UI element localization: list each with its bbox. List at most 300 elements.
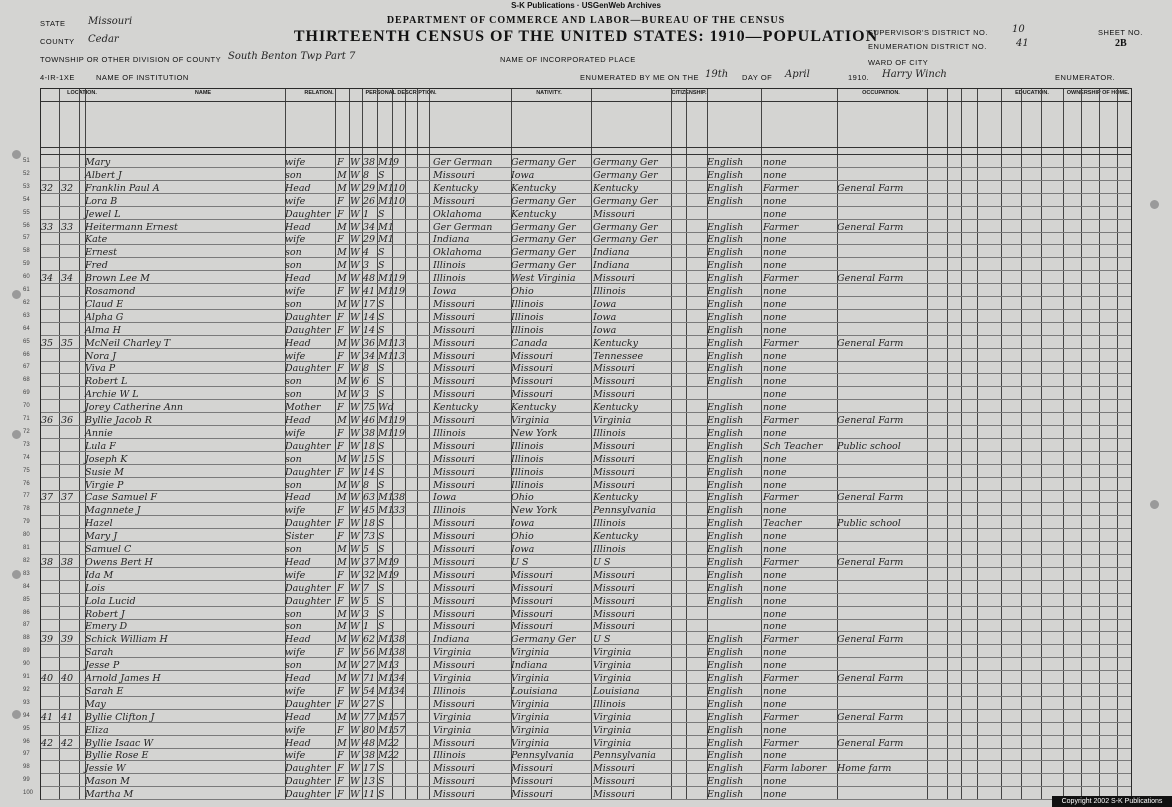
- cell-rel: wife: [285, 569, 306, 581]
- cell-name: Brown Lee M: [85, 273, 150, 285]
- cell-age: 5: [363, 544, 370, 555]
- cell-fbp: Germany Ger: [511, 260, 576, 272]
- cell-mbp: Indiana: [593, 260, 630, 272]
- line-number: 89: [23, 648, 30, 655]
- cell-rel: wife: [285, 647, 306, 659]
- cell-bp: Missouri: [433, 169, 475, 181]
- cell-name: Rosamond: [85, 286, 136, 297]
- cell-ms: M1: [378, 556, 394, 568]
- cell-yrs: 34: [393, 673, 406, 684]
- cell-dw: 33: [41, 221, 54, 233]
- cell-race: W: [350, 350, 360, 362]
- cell-lang: English: [707, 789, 744, 801]
- cell-occ: Farmer: [763, 737, 799, 749]
- cell-mbp: Missouri: [593, 208, 635, 220]
- cell-age: 29: [363, 234, 376, 246]
- cell-occ: none: [763, 286, 787, 297]
- line-number: 75: [23, 467, 30, 474]
- cell-name: Susie M: [85, 466, 124, 478]
- cell-sex: M: [337, 479, 347, 491]
- line-number: 72: [23, 428, 30, 435]
- cell-name: Jesse P: [85, 660, 120, 672]
- cell-age: 27: [363, 660, 376, 672]
- cell-occ: none: [763, 698, 787, 710]
- cell-occ: none: [763, 544, 787, 555]
- cell-name: Sarah: [85, 647, 114, 659]
- cell-race: W: [350, 208, 360, 220]
- cell-fbp: Virginia: [511, 698, 550, 710]
- cell-name: Nora J: [85, 350, 117, 362]
- cell-fam: 34: [61, 273, 74, 285]
- cell-age: 1: [363, 621, 370, 633]
- cell-occ: Farmer: [763, 556, 799, 568]
- cell-fam: 40: [61, 673, 74, 684]
- cell-lang: English: [707, 518, 744, 530]
- cell-occ: none: [763, 621, 787, 633]
- cell-mbp: Missouri: [593, 440, 635, 452]
- cell-ms: M1: [378, 569, 394, 581]
- cell-race: W: [350, 647, 360, 659]
- cell-bp: Missouri: [433, 789, 475, 801]
- cell-bp: Missouri: [433, 363, 475, 375]
- cell-fbp: Ohio: [511, 531, 534, 543]
- cell-name: Emery D: [85, 621, 128, 633]
- cell-sex: F: [337, 311, 344, 323]
- department-heading: DEPARTMENT OF COMMERCE AND LABOR—BUREAU OF THE CENSUS: [386, 15, 786, 26]
- cell-race: W: [350, 221, 360, 233]
- cell-age: 38: [363, 750, 376, 762]
- cell-rel: Head: [285, 415, 311, 426]
- cell-sex: M: [337, 608, 347, 620]
- line-number: 68: [23, 377, 30, 384]
- line-number: 82: [23, 557, 30, 564]
- cell-bp: Ger German: [433, 221, 493, 233]
- cell-bp: Missouri: [433, 440, 475, 452]
- cell-bp: Missouri: [433, 556, 475, 568]
- cell-name: Fred: [85, 260, 108, 272]
- cell-lang: English: [707, 350, 744, 362]
- cell-name: Mary: [85, 157, 111, 168]
- cell-fbp: Illinois: [511, 324, 544, 336]
- enumeration-district-label: ENUMERATION DISTRICT NO.: [868, 42, 987, 51]
- cell-mbp: Tennessee: [593, 350, 644, 362]
- cell-ms: M1: [378, 337, 394, 349]
- line-number: 74: [23, 454, 30, 461]
- cell-age: 18: [363, 440, 376, 452]
- row-rule: [41, 799, 1131, 800]
- line-number: 97: [23, 751, 30, 758]
- cell-lang: English: [707, 582, 744, 594]
- cell-occ: none: [763, 505, 787, 517]
- state-value: Missouri: [88, 16, 133, 27]
- cell-sex: M: [337, 453, 347, 465]
- cell-fam: 32: [61, 182, 74, 194]
- cell-fam: 35: [61, 337, 74, 349]
- cell-sex: M: [337, 621, 347, 633]
- cell-bp: Missouri: [433, 324, 475, 336]
- cell-rel: son: [285, 247, 302, 259]
- cell-bp: Missouri: [433, 544, 475, 555]
- cell-ms: S: [378, 260, 385, 272]
- line-number: 70: [23, 403, 30, 410]
- cell-fbp: Missouri: [511, 789, 553, 801]
- cell-rel: wife: [285, 286, 306, 297]
- cell-age: 17: [363, 298, 376, 310]
- ward-label: WARD OF CITY: [868, 58, 929, 67]
- cell-name: May: [85, 698, 106, 710]
- line-number: 98: [23, 764, 30, 771]
- census-title: THIRTEENTH CENSUS OF THE UNITED STATES: 1910—POPULATION: [293, 28, 879, 45]
- cell-ms: M1: [378, 660, 394, 672]
- cell-bp: Missouri: [433, 621, 475, 633]
- cell-race: W: [350, 621, 360, 633]
- cell-rel: Head: [285, 711, 311, 723]
- line-number: 64: [23, 325, 30, 332]
- cell-rel: Head: [285, 273, 311, 285]
- cell-lang: English: [707, 415, 744, 426]
- cell-bp: Missouri: [433, 311, 475, 323]
- cell-ms: S: [378, 389, 385, 401]
- line-number: 95: [23, 725, 30, 732]
- cell-mbp: Virginia: [593, 711, 632, 723]
- cell-yrs: 9: [393, 556, 400, 568]
- cell-rel: wife: [285, 750, 306, 762]
- cell-race: W: [350, 298, 360, 310]
- cell-age: 3: [363, 608, 370, 620]
- cell-race: W: [350, 169, 360, 181]
- cell-ms: M1: [378, 673, 394, 684]
- cell-sex: F: [337, 595, 344, 607]
- cell-fbp: Illinois: [511, 298, 544, 310]
- cell-lang: English: [707, 221, 744, 233]
- cell-name: Annie: [85, 427, 113, 439]
- cell-mbp: Pennsylvania: [593, 750, 656, 762]
- cell-lang: English: [707, 260, 744, 272]
- cell-fbp: Illinois: [511, 311, 544, 323]
- cell-ms: M1: [378, 221, 394, 233]
- cell-age: 4: [363, 247, 370, 259]
- cell-rel: Daughter: [285, 582, 331, 594]
- cell-occ: Farmer: [763, 415, 799, 426]
- cell-bp: Missouri: [433, 698, 475, 710]
- cell-lang: English: [707, 182, 744, 194]
- cell-race: W: [350, 157, 360, 168]
- line-number: 94: [23, 712, 30, 719]
- cell-dw: 42: [41, 737, 54, 749]
- cell-lang: English: [707, 724, 744, 736]
- cell-ind: General Farm: [837, 273, 904, 285]
- cell-sex: F: [337, 466, 344, 478]
- line-number: 63: [23, 312, 30, 319]
- cell-sex: M: [337, 711, 347, 723]
- cell-yrs: 38: [393, 634, 406, 646]
- cell-sex: F: [337, 427, 344, 439]
- cell-occ: none: [763, 376, 787, 388]
- cell-mbp: Missouri: [593, 273, 635, 285]
- cell-sex: F: [337, 582, 344, 594]
- cell-rel: wife: [285, 427, 306, 439]
- cell-occ: none: [763, 453, 787, 465]
- cell-occ: none: [763, 750, 787, 762]
- cell-bp: Missouri: [433, 298, 475, 310]
- cell-name: Magnnete J: [85, 505, 141, 517]
- cell-ind: Public school: [837, 518, 901, 530]
- cell-race: W: [350, 595, 360, 607]
- cell-age: 11: [363, 789, 376, 801]
- cell-rel: Head: [285, 634, 311, 646]
- cell-yrs: 19: [393, 427, 406, 439]
- cell-ind: General Farm: [837, 415, 904, 426]
- cell-lang: English: [707, 337, 744, 349]
- cell-lang: English: [707, 247, 744, 259]
- line-number: 79: [23, 519, 30, 526]
- cell-lang: English: [707, 660, 744, 672]
- cell-ms: S: [378, 324, 385, 336]
- cell-lang: English: [707, 363, 744, 375]
- cell-name: Robert J: [85, 608, 125, 620]
- cell-age: 36: [363, 337, 376, 349]
- enumeration-month: April: [785, 69, 810, 80]
- cell-race: W: [350, 389, 360, 401]
- cell-occ: Farmer: [763, 673, 799, 684]
- cell-ind: General Farm: [837, 182, 904, 194]
- day-of-label: DAY OF: [742, 73, 773, 82]
- cell-age: 3: [363, 260, 370, 272]
- cell-race: W: [350, 363, 360, 375]
- cell-race: W: [350, 440, 360, 452]
- cell-bp: Oklahoma: [433, 247, 482, 259]
- cell-bp: Illinois: [433, 260, 466, 272]
- cell-yrs: 38: [393, 492, 406, 504]
- cell-name: Lola Lucid: [85, 595, 136, 607]
- cell-yrs: 10: [393, 195, 406, 207]
- cell-lang: English: [707, 556, 744, 568]
- county-label: COUNTY: [40, 37, 75, 46]
- line-number: 83: [23, 570, 30, 577]
- cell-fbp: Indiana: [511, 660, 548, 672]
- line-number: 54: [23, 196, 30, 203]
- cell-sex: F: [337, 685, 344, 697]
- cell-mbp: Virginia: [593, 660, 632, 672]
- cell-age: 27: [363, 698, 376, 710]
- cell-race: W: [350, 402, 360, 414]
- cell-occ: none: [763, 647, 787, 659]
- cell-occ: none: [763, 350, 787, 362]
- cell-rel: son: [285, 660, 302, 672]
- cell-race: W: [350, 698, 360, 710]
- cell-mbp: Kentucky: [593, 492, 638, 504]
- cell-lang: English: [707, 647, 744, 659]
- township-label: TOWNSHIP OR OTHER DIVISION OF COUNTY: [40, 55, 222, 64]
- cell-sex: M: [337, 260, 347, 272]
- cell-lang: English: [707, 595, 744, 607]
- cell-age: 26: [363, 195, 376, 207]
- group-occupation: OCCUPATION.: [862, 90, 900, 96]
- cell-name: Jorey Catherine Ann: [85, 402, 184, 414]
- cell-rel: Daughter: [285, 518, 331, 530]
- cell-fbp: Iowa: [511, 544, 535, 555]
- cell-fam: 33: [61, 221, 74, 233]
- punch-hole: [12, 710, 21, 719]
- cell-occ: none: [763, 724, 787, 736]
- cell-fbp: Germany Ger: [511, 157, 576, 168]
- cell-age: 15: [363, 453, 376, 465]
- cell-name: Ernest: [85, 247, 117, 259]
- cell-name: Robert L: [85, 376, 128, 388]
- cell-race: W: [350, 182, 360, 194]
- cell-mbp: Missouri: [593, 479, 635, 491]
- cell-yrs: 2: [393, 737, 400, 749]
- cell-sex: M: [337, 389, 347, 401]
- cell-occ: Farmer: [763, 711, 799, 723]
- cell-occ: none: [763, 298, 787, 310]
- cell-mbp: U S: [593, 556, 611, 568]
- cell-sex: F: [337, 208, 344, 220]
- cell-rel: Sister: [285, 531, 314, 543]
- cell-occ: Sch Teacher: [763, 440, 823, 452]
- cell-race: W: [350, 556, 360, 568]
- cell-occ: Teacher: [763, 518, 802, 530]
- cell-bp: Iowa: [433, 286, 457, 297]
- table-row: [23, 787, 1131, 802]
- cell-ms: S: [378, 595, 385, 607]
- cell-yrs: 2: [393, 750, 400, 762]
- line-number: 51: [23, 158, 30, 164]
- cell-sex: F: [337, 698, 344, 710]
- cell-ms: S: [378, 544, 385, 555]
- cell-age: 34: [363, 221, 376, 233]
- cell-rel: Head: [285, 221, 311, 233]
- archive-banner: S-K Publications · USGenWeb Archives: [511, 1, 661, 10]
- cell-race: W: [350, 273, 360, 285]
- cell-sex: F: [337, 234, 344, 246]
- line-number: 69: [23, 390, 30, 397]
- cell-name: Eliza: [85, 724, 109, 736]
- cell-fbp: Kentucky: [511, 402, 556, 414]
- cell-age: 80: [363, 724, 376, 736]
- cell-dw: 32: [41, 182, 54, 194]
- cell-mbp: Germany Ger: [593, 157, 658, 168]
- cell-bp: Missouri: [433, 415, 475, 426]
- cell-sex: M: [337, 737, 347, 749]
- cell-bp: Missouri: [433, 479, 475, 491]
- cell-race: W: [350, 453, 360, 465]
- cell-sex: M: [337, 556, 347, 568]
- cell-ind: General Farm: [837, 737, 904, 749]
- line-number: 56: [23, 222, 30, 229]
- cell-sex: F: [337, 789, 344, 801]
- group-nativity: NATIVITY.: [536, 90, 562, 96]
- punch-hole: [12, 150, 21, 159]
- cell-age: 45: [363, 505, 376, 517]
- cell-mbp: Virginia: [593, 724, 632, 736]
- cell-fbp: Virginia: [511, 647, 550, 659]
- cell-fbp: Virginia: [511, 673, 550, 684]
- line-number: 67: [23, 364, 30, 371]
- cell-ms: S: [378, 621, 385, 633]
- cell-rel: Daughter: [285, 698, 331, 710]
- cell-rel: son: [285, 389, 302, 401]
- cell-ms: M1: [378, 415, 394, 426]
- group-location: LOCATION.: [67, 90, 97, 96]
- cell-sex: F: [337, 363, 344, 375]
- cell-name: Hazel: [85, 518, 113, 530]
- cell-ms: S: [378, 531, 385, 543]
- cell-age: 77: [363, 711, 376, 723]
- cell-race: W: [350, 776, 360, 788]
- cell-lang: English: [707, 427, 744, 439]
- line-number: 99: [23, 777, 30, 784]
- cell-lang: English: [707, 453, 744, 465]
- cell-bp: Missouri: [433, 582, 475, 594]
- cell-age: 71: [363, 673, 376, 684]
- cell-occ: none: [763, 324, 787, 336]
- cell-age: 32: [363, 569, 376, 581]
- cell-sex: F: [337, 505, 344, 517]
- cell-race: W: [350, 466, 360, 478]
- cell-race: W: [350, 544, 360, 555]
- cell-ind: General Farm: [837, 337, 904, 349]
- cell-fam: 41: [61, 711, 74, 723]
- cell-sex: F: [337, 518, 344, 530]
- cell-bp: Missouri: [433, 376, 475, 388]
- line-number: 77: [23, 493, 30, 500]
- cell-age: 54: [363, 685, 376, 697]
- cell-sex: M: [337, 660, 347, 672]
- cell-ms: M1: [378, 157, 394, 168]
- cell-age: 48: [363, 737, 376, 749]
- cell-ind: General Farm: [837, 634, 904, 646]
- cell-bp: Illinois: [433, 273, 466, 285]
- cell-mbp: Virginia: [593, 647, 632, 659]
- cell-name: Samuel C: [85, 544, 132, 555]
- cell-sex: M: [337, 273, 347, 285]
- cell-ms: S: [378, 698, 385, 710]
- cell-occ: none: [763, 660, 787, 672]
- cell-mbp: Illinois: [593, 518, 626, 530]
- line-number: 100: [23, 790, 34, 797]
- cell-dw: 41: [41, 711, 54, 723]
- cell-yrs: 34: [393, 685, 406, 697]
- cell-rel: son: [285, 298, 302, 310]
- cell-occ: none: [763, 531, 787, 543]
- cell-yrs: 13: [393, 350, 406, 362]
- cell-lang: English: [707, 311, 744, 323]
- cell-age: 63: [363, 492, 376, 504]
- cell-lang: English: [707, 466, 744, 478]
- cell-bp: Virginia: [433, 724, 472, 736]
- cell-name: Lula F: [85, 440, 116, 452]
- cell-occ: none: [763, 479, 787, 491]
- cell-lang: English: [707, 698, 744, 710]
- cell-occ: none: [763, 389, 787, 401]
- cell-mbp: Missouri: [593, 376, 635, 388]
- cell-name: Joseph K: [85, 453, 128, 465]
- cell-dw: 40: [41, 673, 54, 684]
- cell-bp: Missouri: [433, 569, 475, 581]
- cell-age: 41: [363, 286, 376, 297]
- cell-name: Heitermann Ernest: [85, 221, 178, 233]
- cell-name: Kate: [85, 234, 108, 246]
- cell-mbp: Iowa: [593, 298, 617, 310]
- cell-rel: Head: [285, 737, 311, 749]
- copyright-notice: Copyright 2002 S-K Publications: [1052, 796, 1172, 807]
- line-number: 58: [23, 248, 30, 255]
- cell-fbp: Missouri: [511, 621, 553, 633]
- cell-lang: English: [707, 492, 744, 504]
- cell-ms: S: [378, 298, 385, 310]
- cell-occ: none: [763, 427, 787, 439]
